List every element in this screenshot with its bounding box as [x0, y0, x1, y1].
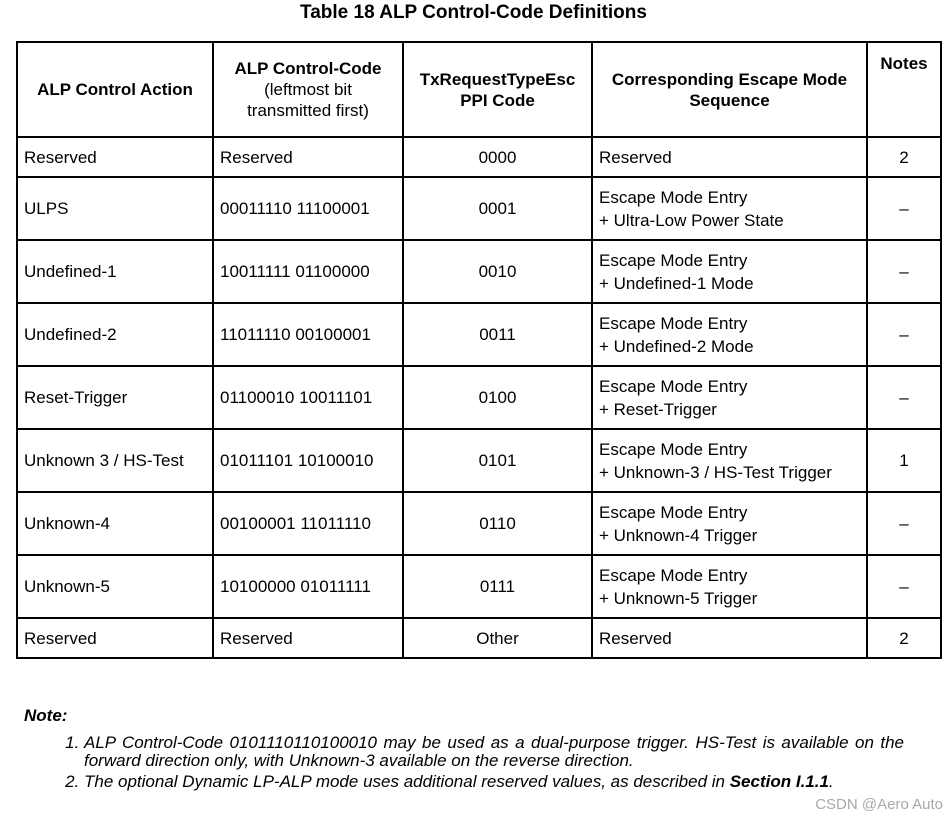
table-caption: Table 18 ALP Control-Code Definitions [300, 2, 647, 23]
cell-action: Undefined-2 [17, 303, 213, 366]
cell-sequence: Escape Mode Entry + Unknown-5 Trigger [592, 555, 867, 618]
header-notes: Notes [867, 42, 941, 137]
cell-action: Reserved [17, 137, 213, 177]
cell-code: Reserved [213, 618, 403, 658]
cell-ppi: Other [403, 618, 592, 658]
cell-note: 2 [867, 618, 941, 658]
header-row [17, 42, 941, 137]
table-row [17, 303, 941, 366]
cell-sequence: Reserved [592, 137, 867, 177]
cell-sequence: Reserved [592, 618, 867, 658]
table-row [17, 555, 941, 618]
cell-sequence: Escape Mode Entry + Unknown-3 / HS-Test Trigger [592, 429, 867, 492]
table-row [17, 618, 941, 658]
cell-note: 1 [867, 429, 941, 492]
cell-note: – [867, 303, 941, 366]
cell-action: Reset-Trigger [17, 366, 213, 429]
cell-sequence: Escape Mode Entry + Undefined-1 Mode [592, 240, 867, 303]
cell-action: Unknown-4 [17, 492, 213, 555]
cell-sequence: Escape Mode Entry + Ultra-Low Power State [592, 177, 867, 240]
table-row [17, 137, 941, 177]
table-row [17, 492, 941, 555]
cell-code: 00100001 11011110 [213, 492, 403, 555]
cell-sequence: Escape Mode Entry + Undefined-2 Mode [592, 303, 867, 366]
header-escape-sequence: Corresponding Escape Mode Sequence [592, 42, 867, 137]
cell-note: 2 [867, 137, 941, 177]
cell-action: Unknown 3 / HS-Test [17, 429, 213, 492]
alp-control-code-table [16, 41, 942, 659]
cell-ppi: 0001 [403, 177, 592, 240]
cell-code: Reserved [213, 137, 403, 177]
cell-code: 00011110 11100001 [213, 177, 403, 240]
cell-ppi: 0010 [403, 240, 592, 303]
cell-code: 01011101 10100010 [213, 429, 403, 492]
cell-ppi: 0101 [403, 429, 592, 492]
notes-list [24, 734, 904, 791]
note-item-1: 1. ALP Control-Code 0101110110100010 may be used as a dual-purpose trigger. HS-Test is available on the forward direction only, with Unknown-3 available on the reverse direction. [84, 734, 904, 770]
cell-note: – [867, 366, 941, 429]
table-row [17, 429, 941, 492]
cell-action: Undefined-1 [17, 240, 213, 303]
cell-note: – [867, 240, 941, 303]
table-row [17, 366, 941, 429]
cell-ppi: 0110 [403, 492, 592, 555]
watermark: CSDN @Aero Auto [815, 796, 943, 813]
cell-note: – [867, 177, 941, 240]
cell-action: ULPS [17, 177, 213, 240]
cell-code: 11011110 00100001 [213, 303, 403, 366]
cell-note: – [867, 492, 941, 555]
header-action: ALP Control Action [17, 42, 213, 137]
cell-ppi: 0000 [403, 137, 592, 177]
section-reference: Section I.1.1 [729, 772, 829, 791]
table-row [17, 240, 941, 303]
cell-ppi: 0111 [403, 555, 592, 618]
cell-sequence: Escape Mode Entry + Reset-Trigger [592, 366, 867, 429]
cell-code: 01100010 10011101 [213, 366, 403, 429]
cell-sequence: Escape Mode Entry + Unknown-4 Trigger [592, 492, 867, 555]
cell-action: Unknown-5 [17, 555, 213, 618]
cell-ppi: 0011 [403, 303, 592, 366]
cell-note: – [867, 555, 941, 618]
notes-title: Note: [24, 706, 68, 725]
header-ppi-code: TxRequestTypeEsc PPI Code [403, 42, 592, 137]
header-control-code: ALP Control-Code (leftmost bit transmitted first) [213, 42, 403, 137]
cell-code: 10100000 01011111 [213, 555, 403, 618]
cell-action: Reserved [17, 618, 213, 658]
table-row [17, 177, 941, 240]
cell-code: 10011111 01100000 [213, 240, 403, 303]
note-item-2: 2. The optional Dynamic LP-ALP mode uses additional reserved values, as described in Section I.1.1. [84, 773, 904, 791]
cell-ppi: 0100 [403, 366, 592, 429]
notes-section [24, 706, 904, 794]
